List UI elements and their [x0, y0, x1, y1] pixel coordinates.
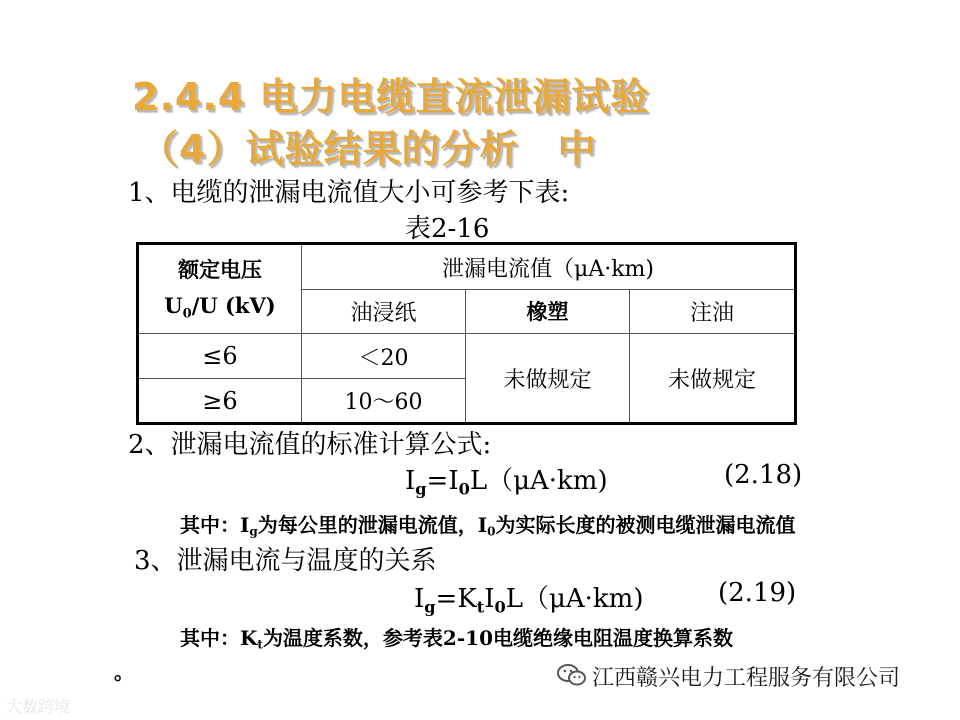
- formula-2-19-note: 其中：$K_t$为温度系数，参考表2-10电缆绝缘电阻温度换算系数: [180, 626, 733, 652]
- formula-2-19: $I_g=K_tI_0L(\mu A\cdot km)$: [414, 584, 644, 617]
- header-rated-voltage: [138, 244, 302, 334]
- formula-2-18-note: 其中：$I_g$为每公里的泄漏电流值，$I_0$为实际长度的被测电缆泄漏电流值: [180, 513, 796, 539]
- formula-2-18: $I_g=I_0L(\mu A\cdot km)$: [405, 466, 608, 499]
- merged-oil-filled: 未做规定: [630, 334, 796, 424]
- row1-voltage: ≤6: [138, 334, 302, 379]
- table-header-row: [138, 244, 796, 290]
- company-watermark: 江西赣兴电力工程服务有限公司: [592, 666, 901, 691]
- header-oil-paper: 油浸纸: [302, 290, 466, 334]
- row2-voltage: ≥6: [138, 379, 302, 424]
- table-row: [138, 334, 796, 379]
- leakage-current-table: [136, 242, 797, 425]
- table-caption: 表2-16: [405, 214, 490, 244]
- page-title: 2.4.4 电力电缆直流泄漏试验: [132, 75, 650, 119]
- header-oil-filled: 注油: [630, 290, 796, 334]
- header-leakage-current: 泄漏电流值（μA·km): [302, 244, 796, 290]
- row2-value: 10～60: [302, 379, 466, 424]
- merged-rubber-plastic: 未做规定: [466, 334, 630, 424]
- trailing-period: 。: [114, 660, 134, 684]
- item-3-text: 3、泄漏电流与温度的关系: [134, 546, 437, 576]
- wechat-icon: [556, 663, 588, 687]
- source-watermark: 大数跨境: [6, 697, 71, 716]
- item-2-text: 2、泄漏电流值的标准计算公式:: [128, 430, 492, 460]
- page-subtitle: （4）试验结果的分析 中: [140, 127, 597, 171]
- item-1-text: 1、电缆的泄漏电流值大小可参考下表:: [128, 178, 570, 208]
- header-rated-voltage-unit: $U_0/U$ (kV): [164, 293, 276, 322]
- header-rubber-plastic: 橡塑: [466, 290, 630, 334]
- formula-2-19-number: (2.19): [718, 578, 797, 608]
- header-rated-voltage-label: 额定电压: [178, 257, 262, 283]
- row1-value: ＜20: [302, 334, 466, 379]
- formula-2-18-number: (2.18): [724, 460, 803, 490]
